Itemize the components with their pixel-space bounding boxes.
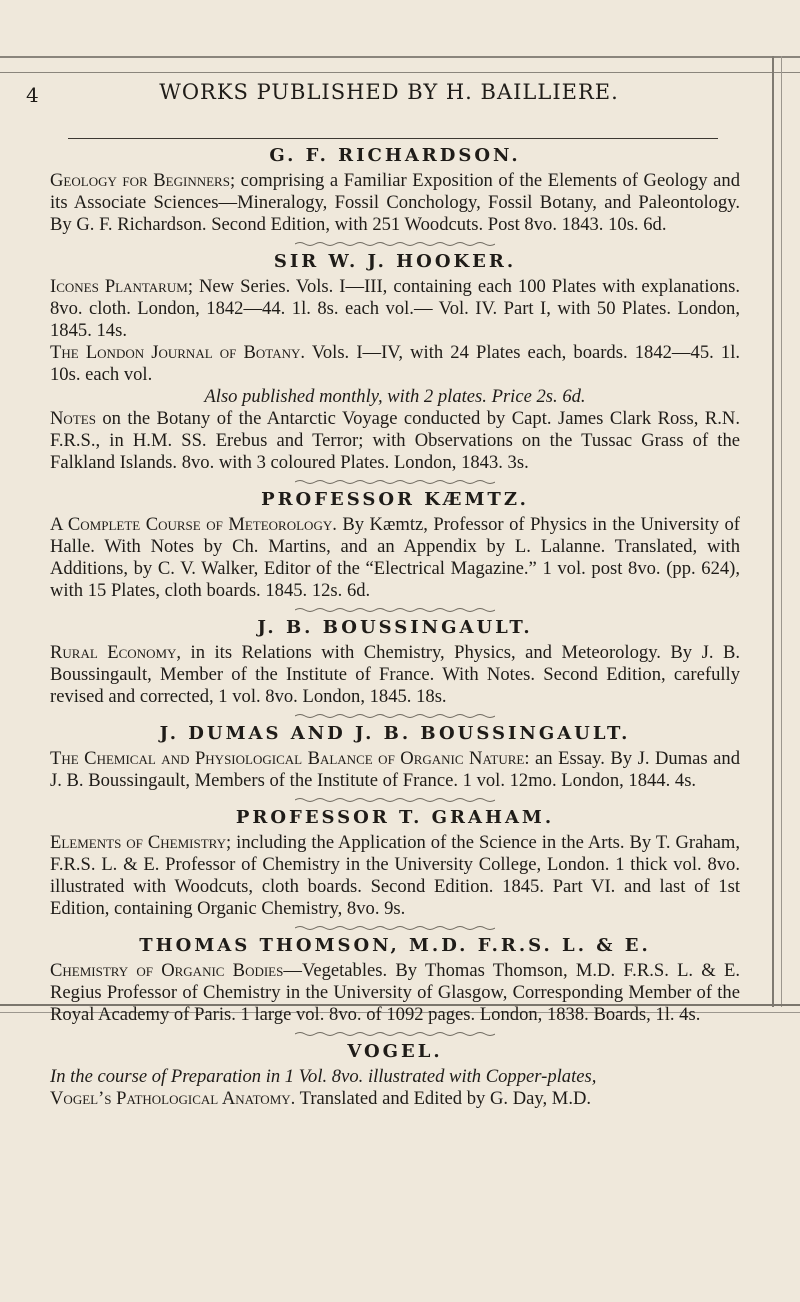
ornamental-divider — [295, 1031, 495, 1037]
work-description: Translated and Edited by G. Day, M.D. — [295, 1088, 592, 1109]
work-description: —Vegetables. By Thomas Thomson, M.D. F.R.S. L. & E. Regius Professor of Chemistry in the University of Glasgow, Corresponding Member of the Royal Academy of Paris. 1 large vol. 8vo. of 1092 pages. London, 1838. Boards, 1l. 4s. — [50, 960, 740, 1025]
author-heading: G. F. RICHARDSON. — [269, 145, 521, 166]
author-heading: VOGEL. — [347, 1041, 443, 1062]
page-header — [18, 80, 760, 108]
running-head: WORKS PUBLISHED BY H. BAILLIERE. — [159, 80, 619, 104]
work-description: an Essay. By J. Dumas and J. B. Boussingault, Members of the Institute of France. 1 vol. 12mo. London, 1844. 4s. — [50, 748, 740, 791]
work-description: in its Relations with Chemistry, Physics, and Meteorology. By J. B. Boussingault, Member of the Institute of France. With Notes. Second Edition, carefully revised and corrected, 1 vol. 8vo. London, 1845. 18s. — [50, 642, 740, 707]
top-border-rule — [0, 56, 800, 73]
catalogue-listing — [50, 142, 740, 1110]
author-heading: J. B. BOUSSINGAULT. — [257, 617, 533, 638]
work-title: Geology for Beginners — [50, 170, 230, 191]
entry-text — [50, 514, 740, 602]
entry-text — [50, 1088, 740, 1110]
work-description: Vols. I—IV, with 24 Plates each, boards. 1842—45. 1l. 10s. each vol. — [50, 342, 741, 385]
entry-richardson — [50, 144, 740, 236]
entry-kaemtz — [50, 488, 740, 602]
entry-text — [50, 170, 740, 236]
work-title: Vogel’s Pathological Anatomy. — [50, 1088, 296, 1109]
entry-text — [50, 408, 740, 474]
ornamental-divider — [295, 479, 495, 485]
ornamental-divider — [295, 241, 495, 247]
ornamental-divider — [295, 925, 495, 931]
publication-note: In the course of Preparation in 1 Vol. 8vo. illustrated with Copper-plates, — [50, 1066, 597, 1087]
ornamental-divider — [295, 713, 495, 719]
entry-hooker — [50, 250, 740, 474]
work-title: Chemistry of Organic Bodies — [50, 960, 284, 981]
entry-dumas-boussingault — [50, 722, 740, 792]
work-title: Icones Plantarum — [50, 276, 188, 297]
work-title: Elements of Chemistry — [50, 832, 227, 853]
work-title: The Chemical and Physiological Balance of Organic Nature: — [50, 748, 530, 769]
entry-text — [50, 276, 740, 342]
entry-graham — [50, 806, 740, 920]
author-heading: THOMAS THOMSON, M.D. F.R.S. L. & E. — [139, 935, 651, 956]
ornamental-divider — [295, 607, 495, 613]
work-description: By Kæmtz, Professor of Physics in the University of Halle. With Notes by Ch. Martins, and an Appendix by L. Lalanne. Translated, with Additions, by C. V. Walker, Editor of the “Electrical Magazine.” 1 vol. post 8vo. (pp. 624), with 15 Plates, cloth boards. 1845. 12s. 6d. — [50, 514, 740, 601]
work-description: on the Botany of the Antarctic Voyage conducted by Capt. James Clark Ross, R.N. F.R.S., in H.M. SS. Erebus and Terror; with Observations on the Tussac Grass of the Falkland Islands. 8vo. with 3 coloured Plates. London, 1843. 3s. — [50, 408, 740, 473]
work-title: A Complete Course of Meteorology. — [50, 514, 337, 535]
entry-text — [50, 748, 740, 792]
author-heading: SIR W. J. HOOKER. — [273, 251, 517, 272]
author-heading: PROFESSOR T. GRAHAM. — [235, 807, 555, 828]
author-heading: J. DUMAS AND J. B. BOUSSINGAULT. — [159, 723, 631, 744]
author-heading: PROFESSOR KÆMTZ. — [261, 489, 529, 510]
work-description: ; New Series. Vols. I—III, containing each 100 Plates with explanations. 8vo. cloth. London, 1842—44. 1l. 8s. each vol.— Vol. IV. Part I, with 50 Plates. London, 1845. 14s. — [50, 276, 740, 341]
entry-thomson — [50, 934, 740, 1026]
entry-text — [50, 342, 740, 386]
right-border-rule — [772, 56, 774, 1007]
publication-note: Also published monthly, with 2 plates. Price 2s. 6d. — [204, 386, 586, 407]
header-rule — [68, 138, 718, 139]
page-number: 4 — [26, 83, 39, 107]
entry-text — [50, 960, 740, 1026]
entry-text — [50, 832, 740, 920]
work-title: Notes — [50, 408, 96, 429]
right-border-rule-inner — [781, 56, 782, 1007]
work-description: ; comprising a Familiar Exposition of the Elements of Geology and its Associate Sciences—Mineralogy, Fossil Conchology, Fossil Botany, and Paleontology. By G. F. Richardson. Second Edition, with 251 Woodcuts. Post 8vo. 1843. 10s. 6d. — [50, 170, 740, 235]
entry-vogel — [50, 1040, 740, 1110]
work-title: Rural Economy, — [50, 642, 182, 663]
entry-boussingault — [50, 616, 740, 708]
work-description: ; including the Application of the Science in the Arts. By T. Graham, F.R.S. L. & E. Professor of Chemistry in the University College, London. 1 thick vol. 8vo. illustrated with Woodcuts, cloth boards. Second Edition. 1845. Part VI. and last of 1st Edition, containing Organic Chemistry, 8vo. 9s. — [50, 832, 740, 919]
work-title: The London Journal of Botany. — [50, 342, 306, 363]
entry-text — [50, 642, 740, 708]
ornamental-divider — [295, 797, 495, 803]
